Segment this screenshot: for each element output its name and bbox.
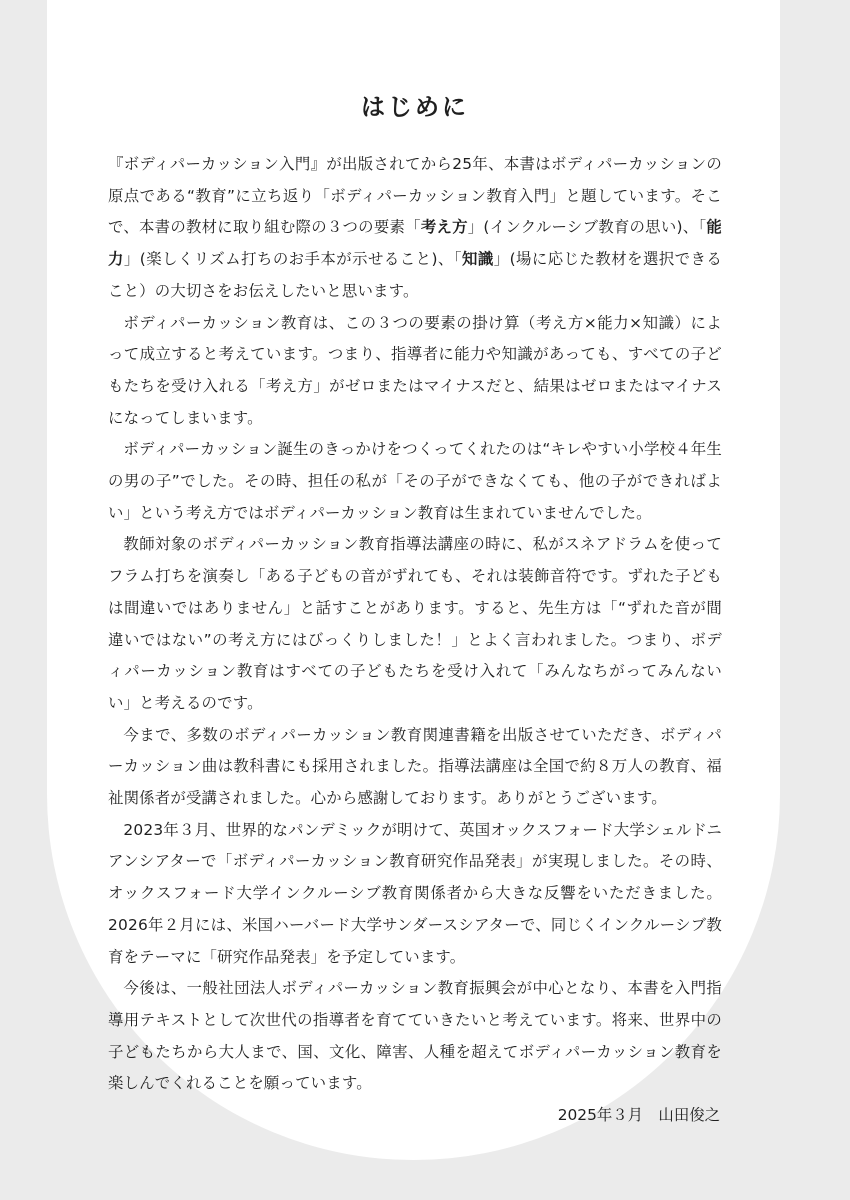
paragraph [108, 720, 722, 815]
paragraph-text: ボディパーカッション教育は、この３つの要素の掛け算（考え方×能力×知識）によって成立すると考えています。つまり、指導者に能力や知識があっても、すべての子どもたちを受け入れる「考え方」がゼロまたはマイナスだと、結果はゼロまたはマイナスになってしまいます。 [108, 313, 722, 427]
paragraph-text: ボディパーカッション誕生のきっかけをつくってくれたのは“キレやすい小学校４年生の男の子”でした。その時、担任の私が「その子ができなくても、他の子ができればよい」という考え方ではボディパーカッション教育は生まれていませんでした。 [108, 440, 722, 522]
emphasized-text: 知識 [461, 250, 494, 269]
paragraph [108, 308, 722, 435]
paragraph-text: 2023年３月、世界的なパンデミックが明けて、英国オックスフォード大学シェルドニアンシアターで「ボディパーカッション教育研究作品発表」が実現しました。その時、オックスフォード大学インクルーシブ教育関係者から大きな反響をいただきました。2026年２月には、米国ハーバード大学サンダースシアターで、同じくインクルーシブ教育をテーマに「研究作品発表」を予定しています。 [108, 820, 722, 966]
paragraph-list [108, 149, 722, 1100]
paragraph-text: 今まで、多数のボディパーカッション教育関連書籍を出版させていただき、ボディパーカッション曲は教科書にも採用されました。指導法講座は全国で約８万人の教育、福祉関係者が受講されました。心から感謝しております。ありがとうございます。 [108, 725, 722, 808]
paragraph [108, 149, 722, 308]
paragraph-text: 『ボディパーカッション入門』が出版されてから25年、本書はボディパーカッションの原点である“教育”に立ち返り「ボディパーカッション教育入門」と題しています。そこで、本書の教材に取り組む際の３つの要素「 [108, 155, 722, 237]
document-body [108, 149, 722, 1132]
page-title: はじめに [361, 93, 469, 121]
paragraph [108, 434, 722, 529]
paragraph [108, 815, 722, 974]
paragraph-text: 」(楽しくリズム打ちのお手本が示せること)、「 [123, 250, 462, 269]
paragraph-text: 今後は、一般社団法人ボディパーカッション教育振興会が中心となり、本書を入門指導用テキストとして次世代の指導者を育てていきたいと考えています。将来、世界中の子どもたちから大人まで、国、文化、障害、人種を超えてボディパーカッション教育を楽しんでくれることを願っています。 [108, 979, 722, 1093]
emphasized-text: 能力 [108, 218, 722, 269]
paragraph-text: 」(インクルーシブ教育の思い)、「 [467, 218, 707, 237]
emphasized-text: 考え方 [420, 218, 468, 237]
paragraph [108, 529, 722, 719]
signature: 2025年３月 山田俊之 [557, 1106, 720, 1125]
paragraph-text: 」(場に応じた教材を選択できること）の大切さをお伝えしたいと思います。 [108, 250, 722, 300]
paragraph-text: 教師対象のボディパーカッション教育指導法講座の時に、私がスネアドラムを使ってフラム打ちを演奏し「ある子どもの音がずれても、それは装飾音符です。ずれた子どもは間違いではありません」と話すことがあります。すると、先生方は「“ずれた音が間違いではない”の考え方にはびっくりしました！」とよく言われました。つまり、ボディパーカッション教育はすべての子どもたちを受け入れて「みんなちがってみんないい」と考えるのです。 [108, 535, 722, 712]
paragraph [108, 973, 722, 1100]
